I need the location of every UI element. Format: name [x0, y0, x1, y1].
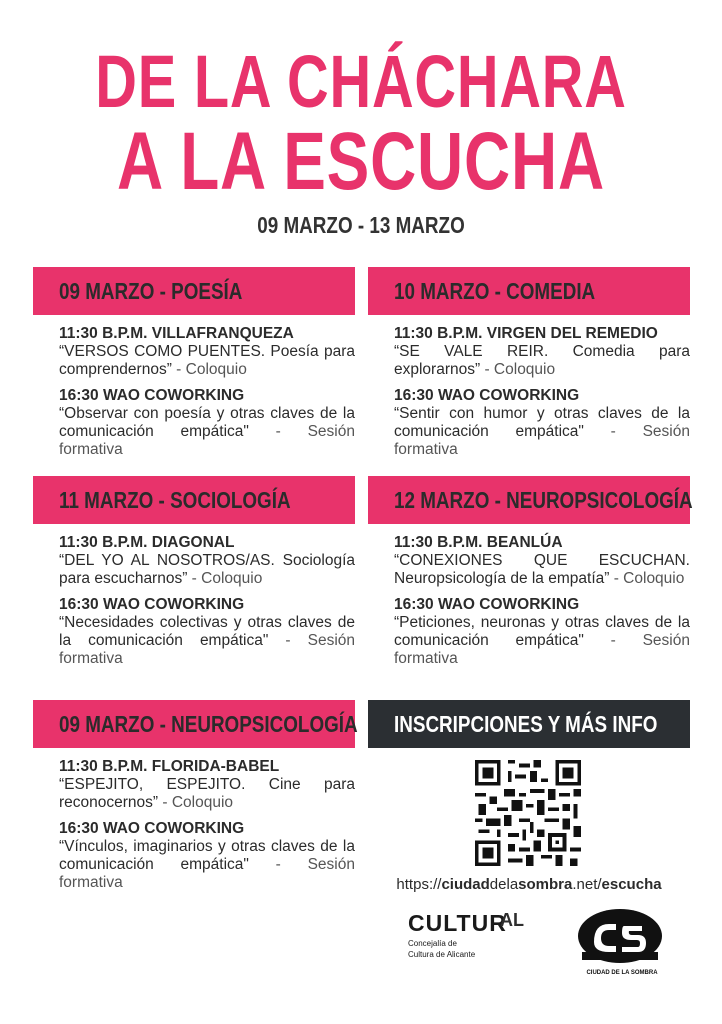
svg-text:CIUDAD DE LA SOMBRA: CIUDAD DE LA SOMBRA	[586, 970, 658, 976]
event-item: 16:30 WAO COWORKING “Vínculos, imaginarios y otras claves de la comunicación empática" - Sesión formativa	[59, 820, 355, 891]
event-item: 11:30 B.P.M. VIRGEN DEL REMEDIO “SE VALE REIR. Comedia para explorarnos” - Coloquio	[394, 325, 690, 378]
title-line-2: A LA ESCUCHA	[117, 116, 605, 207]
info-url[interactable]: https://ciudaddelasombra.net/escucha	[396, 876, 662, 893]
block-header: 10 MARZO - COMEDIA	[368, 267, 690, 315]
schedule-block-1	[33, 267, 355, 467]
info-block	[368, 700, 690, 748]
event-item: 16:30 WAO COWORKING “Peticiones, neuronas y otras claves de la comunicación empática" - Sesión formativa	[394, 596, 690, 667]
event-item: 11:30 B.P.M. BEANLÚA “CONEXIONES QUE ESCUCHAN. Neuropsicología de la empatía” - Coloquio	[394, 534, 690, 587]
event-item: 11:30 B.P.M. VILLAFRANQUEZA “VERSOS COMO PUENTES. Poesía para comprendernos” - Coloquio	[59, 325, 355, 378]
block-header: 11 MARZO - SOCIOLOGÍA	[33, 476, 355, 524]
schedule-block-4	[368, 476, 693, 676]
block-header: 12 MARZO - NEUROPSICOLOGÍA	[368, 476, 690, 524]
block-header: 09 MARZO - NEUROPSICOLOGÍA	[33, 700, 355, 748]
cultural-alicante-logo: CULTUR AL Concejalía de Cultura de Alicante	[408, 910, 524, 959]
event-item: 16:30 WAO COWORKING “Sentir con humor y otras claves de la comunicación empática" - Sesión formativa	[394, 387, 690, 458]
event-dates: 09 MARZO - 13 MARZO	[257, 212, 465, 238]
ciudad-de-la-sombra-logo	[576, 908, 668, 978]
event-item: 11:30 B.P.M. FLORIDA-BABEL “ESPEJITO, ESPEJITO. Cine para reconocernos” - Coloquio	[59, 758, 355, 811]
schedule-block-3	[33, 476, 355, 676]
schedule-block-5	[33, 700, 358, 900]
qr-code[interactable]	[475, 760, 581, 866]
event-item: 11:30 B.P.M. DIAGONAL “DEL YO AL NOSOTROS/AS. Sociología para escucharnos” - Coloquio	[59, 534, 355, 587]
event-item: 16:30 WAO COWORKING “Observar con poesía y otras claves de la comunicación empática" - Sesión formativa	[59, 387, 355, 458]
schedule-block-2	[368, 267, 690, 467]
block-header: 09 MARZO - POESÍA	[33, 267, 355, 315]
title-line-1: DE LA CHÁCHARA	[95, 40, 627, 123]
event-item: 16:30 WAO COWORKING “Necesidades colectivas y otras claves de la comunicación empática" - Sesión formativa	[59, 596, 356, 667]
info-header: INSCRIPCIONES Y MÁS INFO	[368, 700, 690, 748]
